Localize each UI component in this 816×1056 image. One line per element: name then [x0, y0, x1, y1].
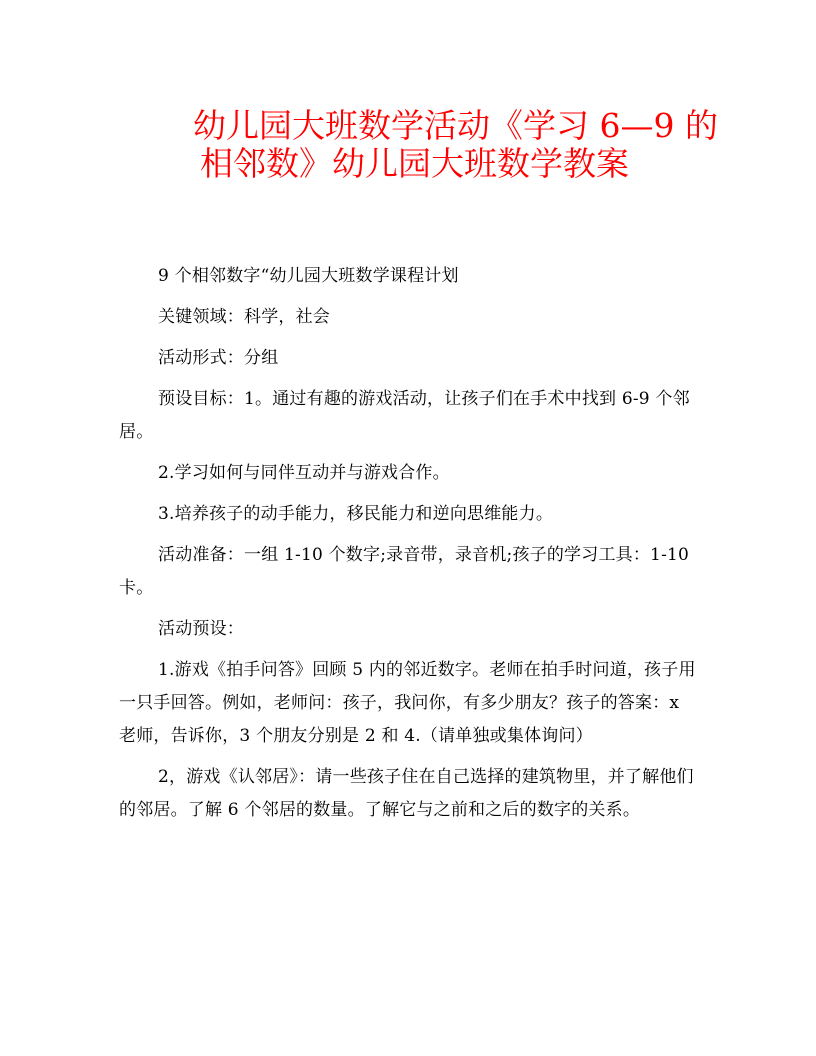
- paragraph-goal-2: 2.学习如何与同伴互动并与游戏合作。: [158, 463, 450, 483]
- paragraph-game-1: 1.游戏《拍手问答》回顾 5 内的邻近数字。老师在拍手时问道，孩子用一只手回答。例如，老师问：孩子，我问你，有多少朋友？孩子的答案：x 老师，告诉你，3 个朋友分别是 2 和 4.（请单独或集体询问）: [119, 660, 696, 746]
- paragraph-goals: 预设目标：1。通过有趣的游戏活动，让孩子们在手术中找到 6-9 个邻居。: [119, 389, 690, 442]
- paragraph-intro: 9 个相邻数字“幼儿园大班数学课程计划: [158, 266, 459, 286]
- paragraph-goal-3: 3.培养孩子的动手能力，移民能力和逆向思维能力。: [158, 504, 554, 524]
- document-body: [119, 260, 701, 835]
- paragraph-preparation: 活动准备：一组 1-10 个数字;录音带，录音机;孩子的学习工具：1-10 卡。: [119, 545, 690, 598]
- paragraph-activity-form: 活动形式：分组: [158, 348, 279, 368]
- paragraph-game-2: 2，游戏《认邻居》：请一些孩子住在自己选择的建筑物里，并了解他们的邻居。了解 6 个邻居的数量。了解它与之前和之后的数字的关系。: [119, 767, 694, 820]
- document-title-line-1: 幼儿园大班数学活动《学习 6—9 的: [193, 106, 718, 145]
- paragraph-presets-heading: 活动预设：: [158, 619, 244, 639]
- paragraph-key-areas: 关键领域：科学，社会: [158, 307, 330, 327]
- document-title-line-2: 相邻数》幼儿园大班数学教案: [200, 144, 629, 183]
